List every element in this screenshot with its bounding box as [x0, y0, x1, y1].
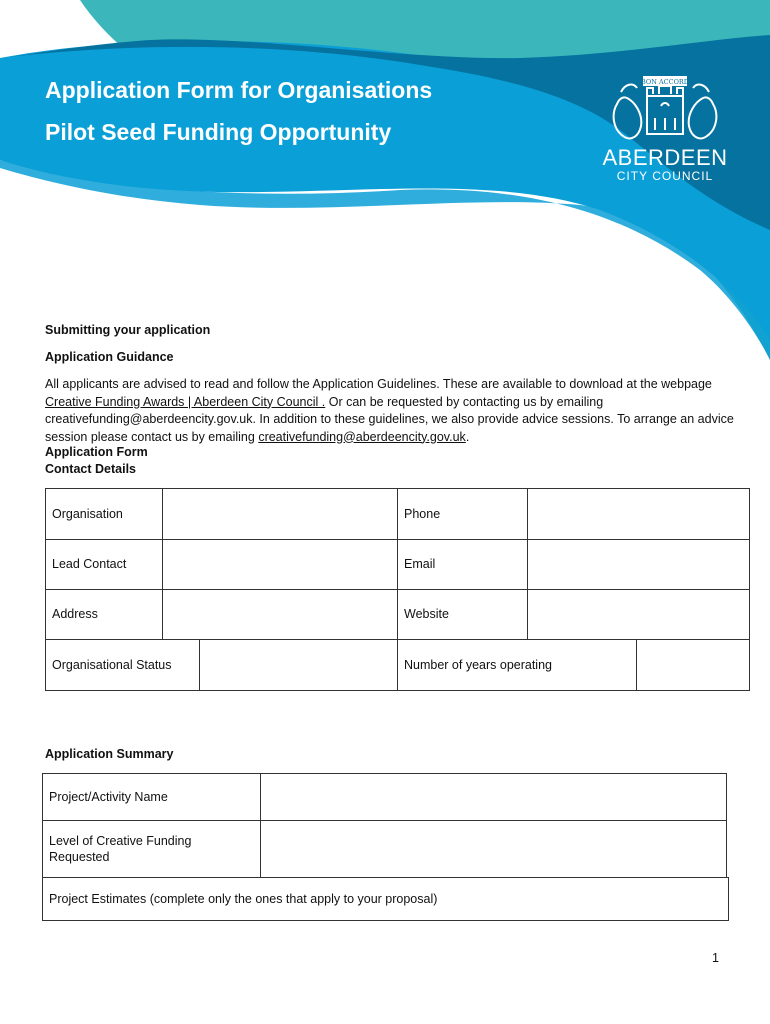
years-operating-input[interactable] — [637, 640, 749, 690]
guidance-text-2: Or can be requested by contacting us by emailing creativefunding@aberdeencity.gov.uk. In addition to these guidelines, we also provide advice sessions. To arrange an advice session please contact us by emailing — [45, 394, 734, 444]
website-input[interactable] — [528, 590, 749, 639]
lead-contact-label: Lead Contact — [52, 557, 127, 571]
contact-details-heading: Contact Details — [45, 462, 136, 476]
website-label: Website — [404, 607, 449, 621]
lead-contact-input[interactable] — [163, 540, 397, 589]
phone-label: Phone — [404, 506, 441, 521]
project-name-input[interactable] — [261, 774, 726, 820]
council-name: ABERDEEN — [602, 145, 728, 170]
project-name-label: Project/Activity Name — [49, 789, 168, 804]
organisational-status-label: Organisational Status — [52, 657, 172, 672]
address-label: Address — [52, 607, 98, 621]
email-link[interactable]: creativefunding@aberdeencity.gov.uk — [258, 429, 466, 444]
application-summary-heading: Application Summary — [45, 747, 174, 761]
form-title: Application Form for Organisations — [45, 77, 433, 103]
organisation-label: Organisation — [52, 506, 123, 521]
form-subtitle: Pilot Seed Funding Opportunity — [45, 119, 392, 145]
email-input[interactable] — [528, 540, 749, 589]
crest-motto: BON ACCORD — [640, 78, 690, 86]
project-estimates-label: Project Estimates (complete only the ones that apply to your proposal) — [49, 891, 438, 906]
email-label: Email — [404, 557, 436, 571]
funding-level-input[interactable] — [261, 821, 726, 877]
address-input[interactable] — [163, 590, 397, 639]
application-form-heading: Application Form — [45, 445, 148, 459]
phone-input[interactable] — [528, 489, 749, 539]
guidance-paragraph — [45, 376, 735, 446]
guidance-heading: Application Guidance — [45, 350, 174, 364]
organisational-status-input[interactable] — [200, 640, 397, 690]
years-operating-label: Number of years operating — [404, 657, 552, 672]
council-subname: CITY COUNCIL — [616, 169, 714, 183]
guidance-text-3: . — [465, 429, 470, 444]
creative-funding-awards-link[interactable]: Creative Funding Awards | Aberdeen City Council . — [45, 394, 326, 409]
guidance-text-1: All applicants are advised to read and follow the Application Guidelines. These are available to download at the webpage — [45, 377, 712, 391]
page-number: 1 — [712, 951, 719, 965]
submitting-heading: Submitting your application — [45, 323, 211, 337]
funding-level-label: Level of Creative Funding Requested — [49, 833, 192, 864]
organisation-input[interactable] — [163, 489, 397, 539]
